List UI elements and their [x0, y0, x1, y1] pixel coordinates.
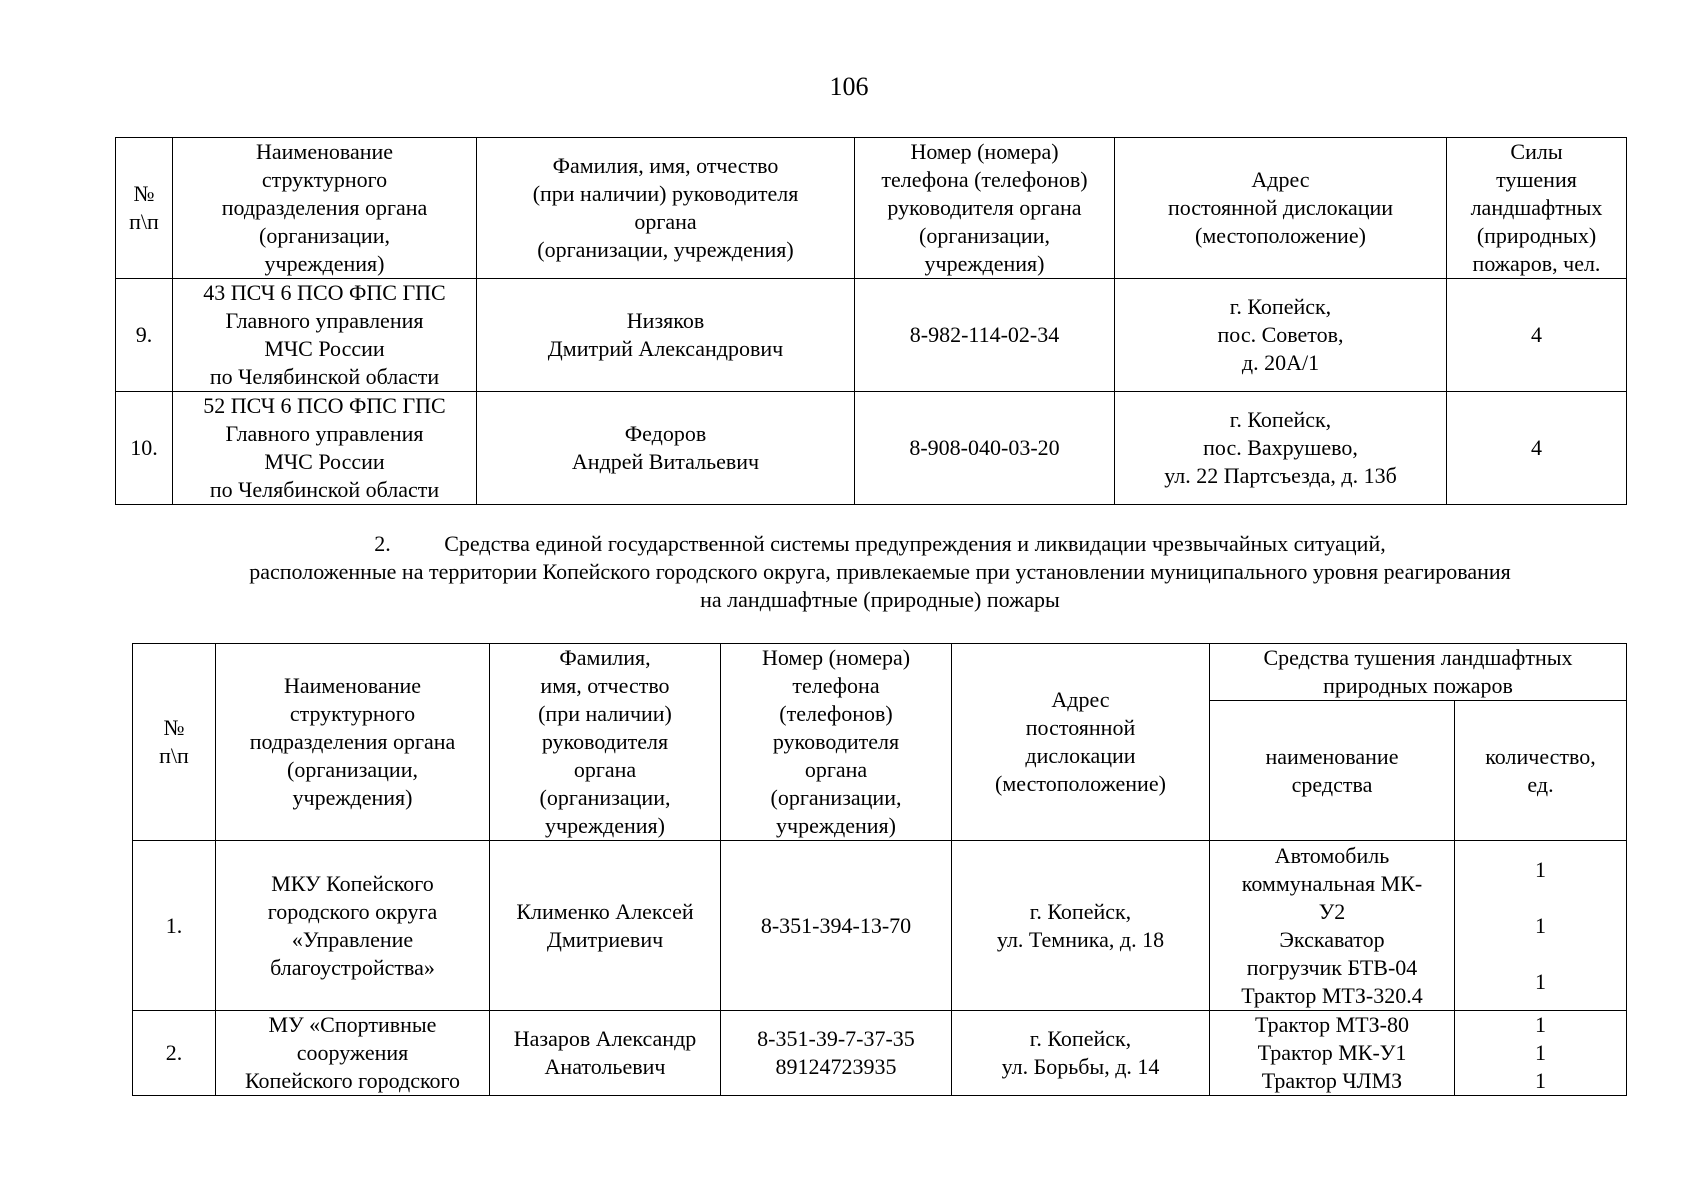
- header-means-qty: количество, ед.: [1455, 701, 1627, 841]
- header-num: № п\п: [133, 644, 216, 841]
- header-means-group: Средства тушения ландшафтных природных пожаров: [1210, 644, 1627, 701]
- forces-table: [115, 137, 1627, 505]
- table-header-row: [116, 138, 1627, 279]
- header-address: Адрес постоянной дислокации (местоположение): [1115, 138, 1447, 279]
- row-phone: 8-982-114-02-34: [855, 279, 1115, 392]
- header-phone: Номер (номера) телефона (телефонов) руководителя органа (организации, учреждения): [721, 644, 952, 841]
- means-table: [132, 643, 1627, 1096]
- row-head: Низяков Дмитрий Александрович: [477, 279, 855, 392]
- table-row: [116, 279, 1627, 392]
- row-means: Автомобиль коммунальная МК- У2 Экскаватор погрузчик БТВ-04 Трактор МТЗ-320.4: [1210, 841, 1455, 1011]
- row-phone: 8-908-040-03-20: [855, 392, 1115, 505]
- row-head: Федоров Андрей Витальевич: [477, 392, 855, 505]
- row-num: 9.: [116, 279, 173, 392]
- row-address: г. Копейск, пос. Советов, д. 20А/1: [1115, 279, 1447, 392]
- row-forces: 4: [1447, 279, 1627, 392]
- section-heading-line1: 2. Средства единой государственной системы предупреждения и ликвидации чрезвычайных ситуаций,: [374, 531, 1386, 556]
- row-address: г. Копейск, пос. Вахрушево, ул. 22 Партсъезда, д. 13б: [1115, 392, 1447, 505]
- row-unit: МУ «Спортивные сооружения Копейского городского: [216, 1011, 490, 1096]
- row-phone: 8-351-394-13-70: [721, 841, 952, 1011]
- header-forces: Силы тушения ландшафтных (природных) пожаров, чел.: [1447, 138, 1627, 279]
- header-num: № п\п: [116, 138, 173, 279]
- row-phone: 8-351-39-7-37-35 89124723935: [721, 1011, 952, 1096]
- table-header-row: [133, 644, 1627, 701]
- table-row: [116, 392, 1627, 505]
- row-num: 1.: [133, 841, 216, 1011]
- row-address: г. Копейск, ул. Борьбы, д. 14: [952, 1011, 1210, 1096]
- row-head: Назаров Александр Анатольевич: [490, 1011, 721, 1096]
- table-row: [133, 841, 1627, 1011]
- header-means-name: наименование средства: [1210, 701, 1455, 841]
- row-num: 10.: [116, 392, 173, 505]
- header-head: Фамилия, имя, отчество (при наличии) руководителя органа (организации, учреждения): [477, 138, 855, 279]
- row-forces: 4: [1447, 392, 1627, 505]
- row-qty: 1 1 1: [1455, 841, 1627, 1011]
- header-unit: Наименование структурного подразделения органа (организации, учреждения): [216, 644, 490, 841]
- row-head: Клименко Алексей Дмитриевич: [490, 841, 721, 1011]
- section-heading-line3: на ландшафтные (природные) пожары: [700, 587, 1060, 612]
- row-address: г. Копейск, ул. Темника, д. 18: [952, 841, 1210, 1011]
- row-qty: 1 1 1: [1455, 1011, 1627, 1096]
- header-unit: Наименование структурного подразделения органа (организации, учреждения): [173, 138, 477, 279]
- table-row: [133, 1011, 1627, 1096]
- row-means: Трактор МТЗ-80 Трактор МК-У1 Трактор ЧЛМЗ: [1210, 1011, 1455, 1096]
- header-head: Фамилия, имя, отчество (при наличии) руководителя органа (организации, учреждения): [490, 644, 721, 841]
- row-num: 2.: [133, 1011, 216, 1096]
- section-heading-line2: расположенные на территории Копейского городского округа, привлекаемые при установлении муниципального уровня реагирования: [249, 559, 1511, 584]
- header-address: Адрес постоянной дислокации (местоположение): [952, 644, 1210, 841]
- row-unit: МКУ Копейского городского округа «Управление благоустройства»: [216, 841, 490, 1011]
- row-unit: 52 ПСЧ 6 ПСО ФПС ГПС Главного управления МЧС России по Челябинской области: [173, 392, 477, 505]
- header-phone: Номер (номера) телефона (телефонов) руководителя органа (организации, учреждения): [855, 138, 1115, 279]
- section-heading: [150, 530, 1610, 614]
- section-number: 2.: [374, 531, 391, 556]
- row-unit: 43 ПСЧ 6 ПСО ФПС ГПС Главного управления МЧС России по Челябинской области: [173, 279, 477, 392]
- page-number: 106: [829, 72, 869, 101]
